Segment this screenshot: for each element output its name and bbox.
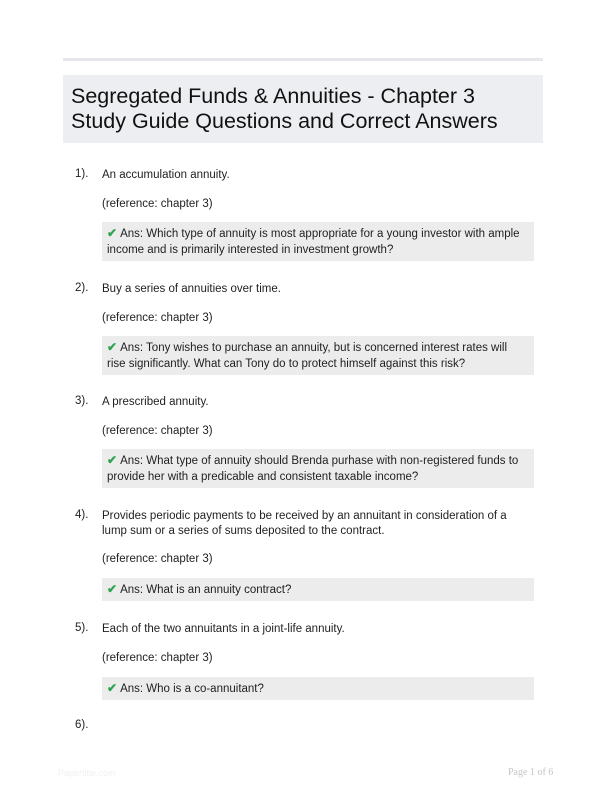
question-reference: (reference: chapter 3) bbox=[102, 425, 213, 437]
title-banner bbox=[63, 75, 543, 143]
question-text: Each of the two annuitants in a joint-life annuity. bbox=[102, 623, 345, 635]
top-divider bbox=[63, 58, 543, 61]
answer-text: Ans: Who is a co-annuitant? bbox=[120, 683, 264, 695]
question-number: 3). bbox=[75, 395, 89, 407]
answer-box bbox=[102, 336, 534, 375]
question-text: Provides periodic payments to be received by an annuitant in consideration of a lump sum or a series of sums deposited to the contract. bbox=[102, 510, 507, 537]
check-icon: ✔ bbox=[107, 681, 118, 695]
question-reference: (reference: chapter 3) bbox=[102, 312, 213, 324]
question-number: 5). bbox=[75, 622, 89, 634]
check-icon: ✔ bbox=[107, 453, 118, 467]
question-reference: (reference: chapter 3) bbox=[102, 198, 213, 210]
question-number: 2). bbox=[75, 282, 89, 294]
answer-box bbox=[102, 449, 534, 488]
question-text: An accumulation annuity. bbox=[102, 169, 230, 181]
answer-box bbox=[102, 222, 534, 261]
question-text: A prescribed annuity. bbox=[102, 396, 209, 408]
footer-watermark: Papertitle.com bbox=[58, 768, 116, 778]
answer-text: Ans: Tony wishes to purchase an annuity, but is concerned interest rates will rise significantly. What can Tony do to protect himself against this risk? bbox=[107, 342, 508, 370]
page-title: Segregated Funds & Annuities - Chapter 3 Study Guide Questions and Correct Answers bbox=[71, 84, 498, 133]
answer-box bbox=[102, 677, 534, 700]
check-icon: ✔ bbox=[107, 582, 118, 596]
page-number: Page 1 of 6 bbox=[508, 767, 554, 778]
answer-text: Ans: What is an annuity contract? bbox=[120, 584, 292, 596]
check-icon: ✔ bbox=[107, 226, 118, 240]
question-reference: (reference: chapter 3) bbox=[102, 553, 213, 565]
question-number: 4). bbox=[75, 509, 89, 521]
answer-text: Ans: Which type of annuity is most appropriate for a young investor with ample income and is primarily interested in investment growth? bbox=[107, 228, 520, 256]
question-number: 1). bbox=[75, 168, 89, 180]
question-number: 6). bbox=[75, 719, 89, 731]
answer-box bbox=[102, 578, 534, 601]
answer-text: Ans: What type of annuity should Brenda purhase with non-registered funds to provide her with a predicable and consistent taxable income? bbox=[107, 455, 519, 483]
question-reference: (reference: chapter 3) bbox=[102, 652, 213, 664]
check-icon: ✔ bbox=[107, 340, 118, 354]
question-text: Buy a series of annuities over time. bbox=[102, 283, 281, 295]
